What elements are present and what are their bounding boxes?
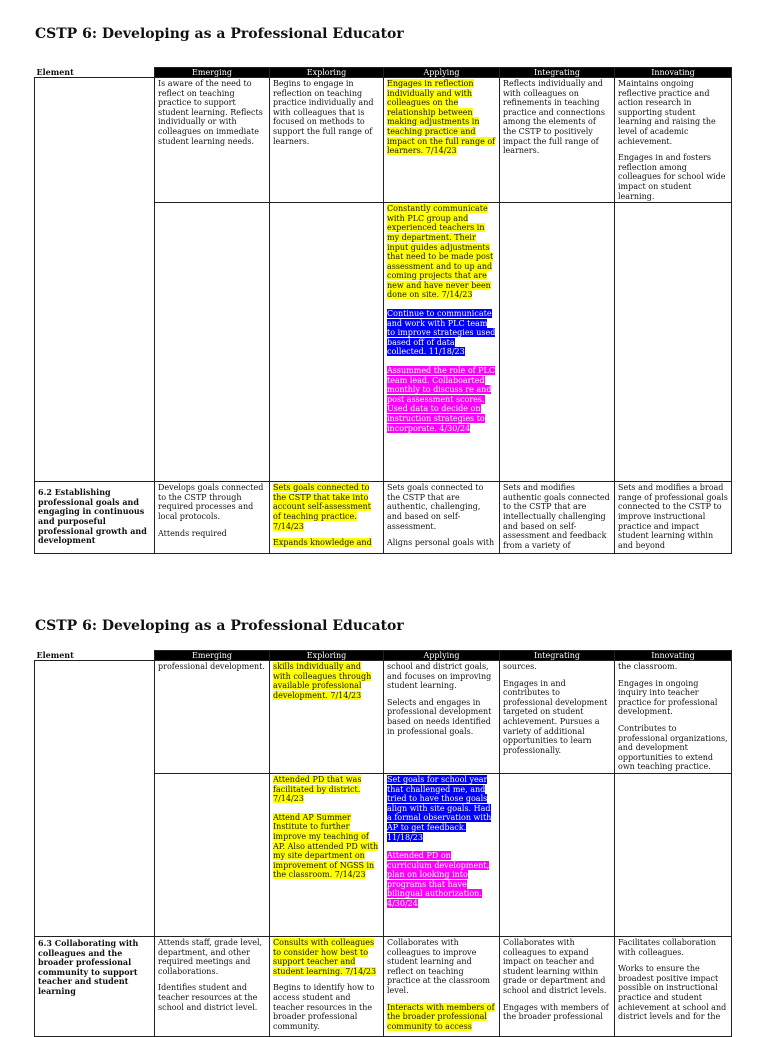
evidence-entry: Assummed the role of PLC team lead. Collaboarted monthly to discuss re and post assessment scores. Used data to decide on instruction strategies to incorporate. 4/30/24 bbox=[387, 366, 495, 433]
evidence-entry: Continue to communicate and work with PLC team to improve strategies used based off of data collected. 11/18/23 bbox=[387, 309, 496, 357]
column-header-emerging: Emerging bbox=[155, 651, 270, 661]
exploring-cell bbox=[270, 773, 384, 936]
descriptor-text: professional development. bbox=[158, 662, 265, 671]
innovating-cell bbox=[615, 203, 732, 482]
descriptor-text: Selects and engages in professional development based on needs identified in professional goals. bbox=[387, 697, 492, 736]
innovating-cell bbox=[615, 78, 732, 203]
emerging-cell bbox=[155, 78, 270, 203]
innovating-cell bbox=[615, 661, 732, 774]
integrating-cell bbox=[500, 482, 615, 554]
descriptor-text: Aligns personal goals with bbox=[387, 538, 495, 548]
evidence-entry: Attend AP Summer Institute to further improve my teaching of AP. Also attended PD with my site department on improvement of NGSS in the classroom. 7/14/23 bbox=[273, 812, 379, 880]
column-header-applying: Applying bbox=[384, 68, 500, 78]
applying-cell bbox=[384, 203, 500, 482]
element-cell bbox=[35, 661, 155, 937]
descriptor-text: Engages with members of the broader professional bbox=[503, 1002, 609, 1022]
descriptor-text: Maintains ongoing reflective practice and action research in supporting student learning and raising the level of academic achievement. bbox=[618, 79, 716, 146]
integrating-cell bbox=[500, 203, 615, 482]
innovating-cell bbox=[615, 482, 732, 554]
integrating-cell bbox=[500, 773, 615, 936]
emerging-cell bbox=[155, 773, 270, 936]
descriptor-text: Engages in and fosters reflection among colleagues for school wide impact on student learning. bbox=[618, 153, 726, 201]
page-title: CSTP 6: Developing as a Professional Educator bbox=[35, 618, 404, 634]
emerging-cell bbox=[155, 661, 270, 774]
descriptor-text: Sets and modifies authentic goals connected to the CSTP that are intellectually challenging and based on self-assessment and feedback from a variety of bbox=[503, 483, 610, 550]
element-cell bbox=[35, 78, 155, 482]
descriptor-text: Contributes to professional organizations, and development opportunities to extend own teaching practice. bbox=[618, 723, 728, 772]
descriptor-text: Identifies student and teacher resources at the school and district level. bbox=[158, 983, 258, 1012]
descriptor-text: Is aware of the need to reflect on teaching practice to support student learning. Reflects individually or with colleagues on immediate student learning needs. bbox=[158, 79, 263, 146]
column-header-innovating: Innovating bbox=[615, 68, 732, 78]
descriptor-text: Attends required bbox=[158, 528, 227, 538]
descriptor-text: Reflects individually and with colleagues on refinements in teaching practice and connections among the elements of the CSTP to positively impact the full range of learners. bbox=[503, 79, 605, 156]
highlighted-entry: Sets goals connected to the CSTP that take into account self-assessment of teaching practice. 7/14/23 bbox=[273, 483, 371, 531]
column-header-exploring: Exploring bbox=[270, 651, 384, 661]
highlighted-entry: Engages in reflection individually and with colleagues on the relationship between making adjustments in teaching practice and impact on the full range of learners. 7/14/23 bbox=[387, 79, 496, 156]
descriptor-text: Begins to identify how to access student and teacher resources in the broader professional community. bbox=[273, 983, 375, 1031]
column-header-emerging: Emerging bbox=[155, 68, 270, 78]
applying-cell bbox=[384, 482, 500, 554]
table-row bbox=[35, 936, 732, 1036]
page-title: CSTP 6: Developing as a Professional Educator bbox=[35, 26, 404, 42]
applying-cell bbox=[384, 773, 500, 936]
element-cell bbox=[35, 936, 155, 1036]
descriptor-text: Sets and modifies a broad range of professional goals connected to the CSTP to improve instructional practice and impact student learning within and beyond bbox=[618, 483, 728, 550]
evidence-entry: Constantly communicate with PLC group and experienced teachers in my department. Their input guides adjustments that need to be made post assessment and to up and coming projects that are new and have never been done on site. 7/14/23 bbox=[387, 204, 494, 300]
descriptor-text: Collaborates with colleagues to improve student learning and reflect on teaching practice at the classroom level. bbox=[387, 937, 490, 995]
exploring-cell bbox=[270, 78, 384, 203]
innovating-cell bbox=[615, 773, 732, 936]
emerging-cell bbox=[155, 203, 270, 482]
exploring-cell bbox=[270, 661, 384, 774]
emerging-cell bbox=[155, 936, 270, 1036]
applying-cell bbox=[384, 78, 500, 203]
table-row bbox=[35, 482, 732, 554]
column-header-innovating: Innovating bbox=[615, 651, 732, 661]
highlighted-entry: skills individually and with colleagues through available professional development. 7/14/23 bbox=[273, 662, 372, 700]
descriptor-text: Engages in and contributes to professional development targeted on student achievement. Pursues a variety of additional opportunities to learn professionally. bbox=[503, 678, 608, 755]
integrating-cell bbox=[500, 78, 615, 203]
exploring-cell bbox=[270, 482, 384, 554]
header-row bbox=[35, 651, 732, 661]
applying-cell bbox=[384, 661, 500, 774]
descriptor-text: Facilitates collaboration with colleagues. bbox=[618, 937, 716, 957]
cstp-table bbox=[34, 67, 732, 554]
descriptor-text: Works to ensure the broadest positive impact possible on instructional practice and student achievement at school and district levels and for the bbox=[618, 964, 727, 1022]
column-header-exploring: Exploring bbox=[270, 68, 384, 78]
column-header-element: Element bbox=[35, 68, 155, 78]
element-label: 6.3 Collaborating with colleagues and the broader professional community to support teacher and student learning bbox=[38, 937, 139, 996]
descriptor-text: school and district goals, and focuses on improving student learning. bbox=[387, 662, 492, 691]
descriptor-text: Attends staff, grade level, department, and other required meetings and collaborations. bbox=[158, 937, 263, 976]
highlighted-entry: Consults with colleagues to consider how best to support teacher and student learning. 7/14/23 bbox=[273, 937, 377, 976]
integrating-cell bbox=[500, 661, 615, 774]
column-header-applying: Applying bbox=[384, 651, 500, 661]
descriptor-text: Engages in ongoing inquiry into teacher practice for professional development. bbox=[618, 678, 718, 717]
table-row bbox=[35, 78, 732, 203]
innovating-cell bbox=[615, 936, 732, 1036]
evidence-entry: Attended PD on curriculum development, plan on looking into programs that have bilingual authorization. 4/30/24 bbox=[387, 851, 490, 909]
highlighted-entry: Expands knowledge and bbox=[273, 538, 372, 548]
evidence-entry: Attended PD that was facilitated by district. 7/14/23 bbox=[273, 774, 362, 804]
highlighted-entry: Interacts with members of the broader professional community to access bbox=[387, 1002, 495, 1031]
element-cell bbox=[35, 482, 155, 554]
column-header-integrating: Integrating bbox=[500, 68, 615, 78]
descriptor-text: Collaborates with colleagues to expand impact on teacher and student learning within grade or department and school and district levels. bbox=[503, 937, 607, 995]
integrating-cell bbox=[500, 936, 615, 1036]
exploring-cell bbox=[270, 936, 384, 1036]
column-header-element: Element bbox=[35, 651, 155, 661]
descriptor-text: sources. bbox=[503, 662, 537, 671]
column-header-integrating: Integrating bbox=[500, 651, 615, 661]
exploring-cell bbox=[270, 203, 384, 482]
element-label: 6.2 Establishing professional goals and engaging in continuous and purposeful professional growth and development bbox=[38, 487, 147, 546]
applying-cell bbox=[384, 936, 500, 1036]
table-row bbox=[35, 661, 732, 774]
emerging-cell bbox=[155, 482, 270, 554]
descriptor-text: the classroom. bbox=[618, 662, 678, 671]
descriptor-text: Sets goals connected to the CSTP that are authentic, challenging, and based on self- assessment. bbox=[387, 483, 484, 531]
descriptor-text: Begins to engage in reflection on teaching practice individually and with colleagues that is focused on methods to support the full range of learners. bbox=[273, 79, 374, 146]
descriptor-text: Develops goals connected to the CSTP through required processes and local protocols. bbox=[158, 483, 264, 521]
evidence-entry: Set goals for school year that challenged me, and tried to have those goals align with site goals. Had a formal observation with AP to get feedback. 11/18/23 bbox=[387, 774, 492, 842]
cstp-table bbox=[34, 650, 732, 1037]
header-row bbox=[35, 68, 732, 78]
